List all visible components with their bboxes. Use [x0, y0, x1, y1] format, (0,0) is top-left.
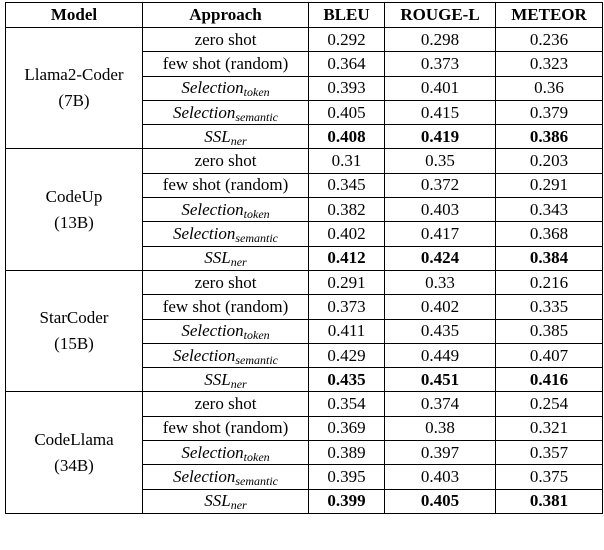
approach-name: Selection: [173, 224, 236, 244]
approach-cell: [143, 295, 309, 319]
header-meteor: METEOR: [496, 3, 603, 28]
approach-cell: [143, 76, 309, 100]
meteor-value: 0.254: [496, 392, 603, 416]
meteor-value: 0.375: [496, 465, 603, 489]
bleu-value: 0.291: [309, 270, 385, 294]
meteor-value: 0.379: [496, 100, 603, 124]
model-name: CodeLlama: [34, 429, 114, 449]
meteor-value: 0.335: [496, 295, 603, 319]
approach-cell: [143, 368, 309, 392]
rouge-l-value: 0.298: [385, 28, 496, 52]
approach-name: SSL: [204, 248, 231, 268]
bleu-value: 0.364: [309, 52, 385, 76]
rouge-l-value: 0.403: [385, 198, 496, 222]
approach-name: few shot (random): [162, 175, 289, 195]
meteor-value: 0.381: [496, 489, 603, 513]
header-model: Model: [6, 3, 143, 28]
bleu-value: 0.345: [309, 173, 385, 197]
approach-subscript: token: [243, 85, 270, 100]
approach-subscript: semantic: [235, 352, 278, 367]
rouge-l-value: 0.419: [385, 125, 496, 149]
approach-name: SSL: [204, 126, 231, 146]
bleu-value: 0.354: [309, 392, 385, 416]
rouge-l-value: 0.415: [385, 100, 496, 124]
model-size: (7B): [58, 91, 90, 111]
meteor-value: 0.216: [496, 270, 603, 294]
approach-name: Selection: [181, 78, 244, 98]
table-row: [6, 28, 603, 52]
model-cell: [6, 28, 143, 149]
table-body: [6, 28, 603, 514]
bleu-value: 0.405: [309, 100, 385, 124]
approach-cell: [143, 52, 309, 76]
approach-subscript: ner: [230, 133, 247, 148]
table-row: [6, 392, 603, 416]
model-size: (34B): [54, 455, 94, 475]
meteor-value: 0.368: [496, 222, 603, 246]
model-cell: [6, 392, 143, 513]
rouge-l-value: 0.33: [385, 270, 496, 294]
rouge-l-value: 0.401: [385, 76, 496, 100]
approach-cell: [143, 416, 309, 440]
header-row: [6, 3, 603, 28]
approach-name: zero shot: [194, 394, 257, 414]
model-name: StarCoder: [39, 308, 109, 328]
approach-cell: [143, 246, 309, 270]
rouge-l-value: 0.374: [385, 392, 496, 416]
rouge-l-value: 0.451: [385, 368, 496, 392]
approach-subscript: semantic: [235, 473, 278, 488]
approach-name: few shot (random): [162, 296, 289, 316]
approach-cell: [143, 489, 309, 513]
model-name: CodeUp: [45, 186, 103, 206]
approach-name: zero shot: [194, 151, 257, 171]
approach-name: zero shot: [194, 29, 257, 49]
approach-name: Selection: [181, 199, 244, 219]
approach-cell: [143, 125, 309, 149]
bleu-value: 0.435: [309, 368, 385, 392]
approach-cell: [143, 343, 309, 367]
rouge-l-value: 0.405: [385, 489, 496, 513]
approach-subscript: token: [243, 206, 270, 221]
approach-cell: [143, 222, 309, 246]
bleu-value: 0.373: [309, 295, 385, 319]
approach-name: few shot (random): [162, 418, 289, 438]
bleu-value: 0.393: [309, 76, 385, 100]
meteor-value: 0.343: [496, 198, 603, 222]
meteor-value: 0.385: [496, 319, 603, 343]
meteor-value: 0.384: [496, 246, 603, 270]
bleu-value: 0.395: [309, 465, 385, 489]
model-name: Llama2-Coder: [24, 65, 124, 85]
approach-subscript: ner: [230, 376, 247, 391]
approach-name: SSL: [204, 369, 231, 389]
rouge-l-value: 0.372: [385, 173, 496, 197]
approach-name: Selection: [173, 345, 236, 365]
approach-cell: [143, 149, 309, 173]
bleu-value: 0.389: [309, 441, 385, 465]
approach-cell: [143, 28, 309, 52]
approach-cell: [143, 465, 309, 489]
approach-name: Selection: [173, 466, 236, 486]
rouge-l-value: 0.424: [385, 246, 496, 270]
model-size: (13B): [54, 212, 94, 232]
approach-name: zero shot: [194, 272, 257, 292]
rouge-l-value: 0.402: [385, 295, 496, 319]
rouge-l-value: 0.403: [385, 465, 496, 489]
meteor-value: 0.36: [496, 76, 603, 100]
bleu-value: 0.31: [309, 149, 385, 173]
approach-cell: [143, 100, 309, 124]
approach-name: Selection: [181, 442, 244, 462]
header-rouge-l: ROUGE-L: [385, 3, 496, 28]
bleu-value: 0.429: [309, 343, 385, 367]
approach-cell: [143, 441, 309, 465]
meteor-value: 0.236: [496, 28, 603, 52]
table-row: [6, 270, 603, 294]
meteor-value: 0.321: [496, 416, 603, 440]
bleu-value: 0.411: [309, 319, 385, 343]
meteor-value: 0.407: [496, 343, 603, 367]
approach-subscript: semantic: [235, 109, 278, 124]
bleu-value: 0.402: [309, 222, 385, 246]
rouge-l-value: 0.373: [385, 52, 496, 76]
approach-subscript: ner: [230, 498, 247, 513]
table-header: [6, 3, 603, 28]
approach-subscript: semantic: [235, 231, 278, 246]
rouge-l-value: 0.435: [385, 319, 496, 343]
meteor-value: 0.357: [496, 441, 603, 465]
meteor-value: 0.386: [496, 125, 603, 149]
approach-cell: [143, 173, 309, 197]
approach-cell: [143, 198, 309, 222]
table-row: [6, 149, 603, 173]
rouge-l-value: 0.449: [385, 343, 496, 367]
bleu-value: 0.399: [309, 489, 385, 513]
rouge-l-value: 0.35: [385, 149, 496, 173]
meteor-value: 0.203: [496, 149, 603, 173]
header-approach: Approach: [143, 3, 309, 28]
rouge-l-value: 0.38: [385, 416, 496, 440]
bleu-value: 0.369: [309, 416, 385, 440]
model-size: (15B): [54, 334, 94, 354]
approach-subscript: token: [243, 449, 270, 464]
approach-name: few shot (random): [162, 53, 289, 73]
approach-cell: [143, 319, 309, 343]
bleu-value: 0.382: [309, 198, 385, 222]
rouge-l-value: 0.397: [385, 441, 496, 465]
bleu-value: 0.292: [309, 28, 385, 52]
model-cell: [6, 270, 143, 391]
header-bleu: BLEU: [309, 3, 385, 28]
results-table: [5, 2, 603, 514]
meteor-value: 0.323: [496, 52, 603, 76]
approach-name: Selection: [173, 102, 236, 122]
approach-name: Selection: [181, 321, 244, 341]
meteor-value: 0.416: [496, 368, 603, 392]
model-cell: [6, 149, 143, 270]
bleu-value: 0.412: [309, 246, 385, 270]
approach-name: SSL: [204, 491, 231, 511]
approach-cell: [143, 392, 309, 416]
bleu-value: 0.408: [309, 125, 385, 149]
approach-cell: [143, 270, 309, 294]
approach-subscript: token: [243, 328, 270, 343]
meteor-value: 0.291: [496, 173, 603, 197]
approach-subscript: ner: [230, 255, 247, 270]
rouge-l-value: 0.417: [385, 222, 496, 246]
